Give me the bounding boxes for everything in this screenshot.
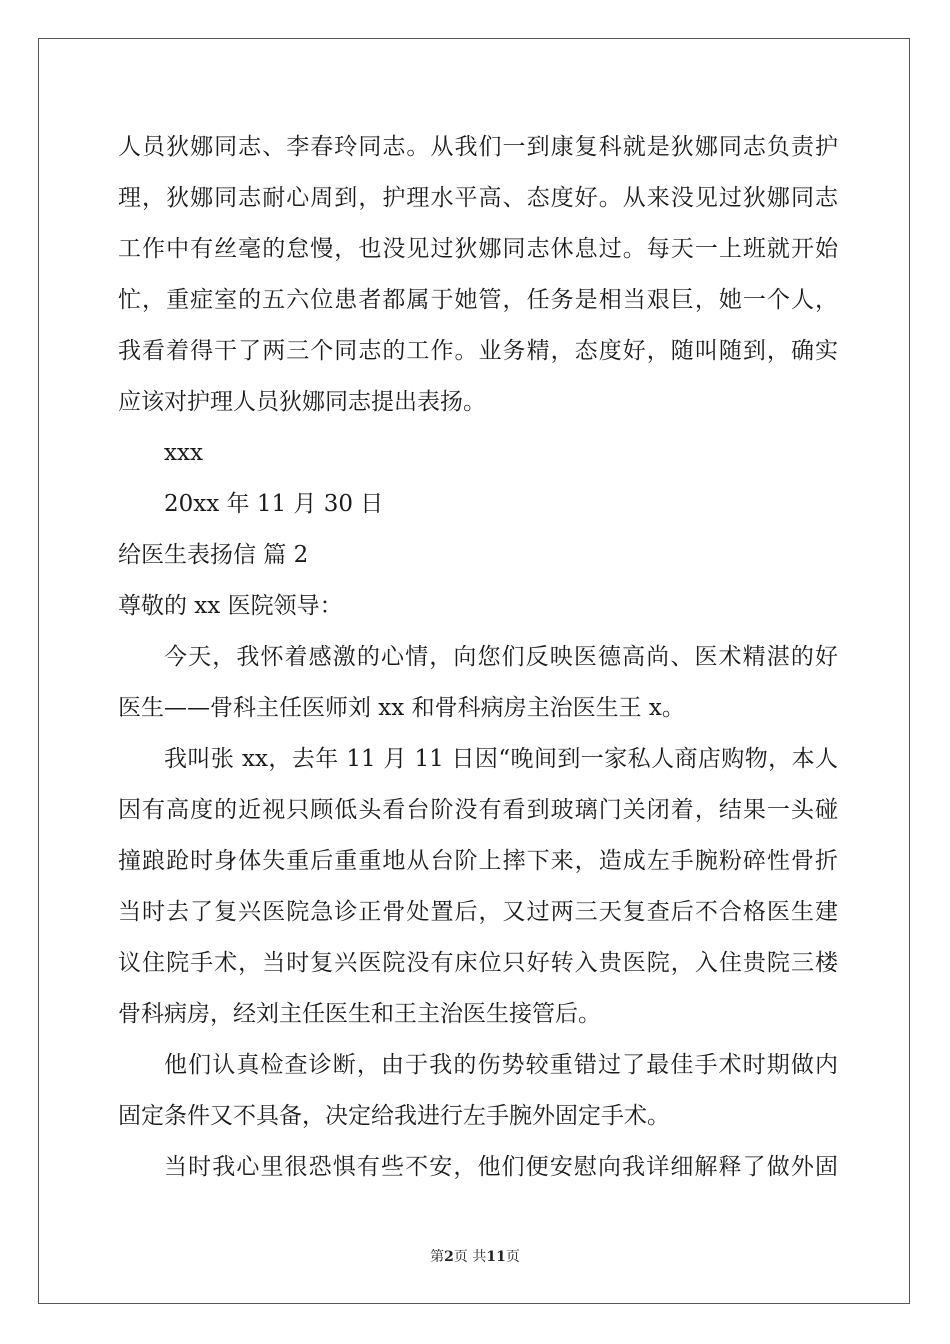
footer-prefix: 第 (430, 1249, 445, 1265)
document-body (118, 122, 838, 1193)
text-line: 我叫张 xx，去年 11 月 11 日因“晚间到一家私人商店购物，本人 (164, 746, 838, 772)
text-line: 当时我心里很恐惧有些不安，他们便安慰向我详细解释了做外固 (164, 1154, 838, 1180)
text-line: 当时去了复兴医院急诊正骨处置后，又过两三天复查后不合格医生建 (118, 899, 838, 925)
text-line: 撞踉跄时身体失重后重重地从台阶上摔下来，造成左手腕粉碎性骨折 (118, 848, 838, 874)
footer-mid: 页 共 (453, 1249, 487, 1265)
text-line: 我看着得干了两三个同志的工作。业务精，态度好，随叫随到，确实 (118, 338, 838, 364)
page-footer (0, 1246, 950, 1266)
text-line: 因有高度的近视只顾低头看台阶没有看到玻璃门关闭着，结果一头碰 (118, 797, 838, 823)
footer-total-pages: 11 (486, 1249, 506, 1265)
text-line: 给医生表扬信 篇 2 (118, 542, 309, 568)
text-line: 20xx 年 11 月 30 日 (164, 491, 384, 517)
footer-suffix: 页 (505, 1249, 520, 1265)
text-line: 工作中有丝毫的怠慢，也没见过狄娜同志休息过。每天一上班就开始 (118, 236, 838, 262)
footer-current-page: 2 (444, 1249, 454, 1265)
text-line: 今天，我怀着感激的心情，向您们反映医德高尚、医术精湛的好 (164, 644, 838, 670)
text-line: 议住院手术，当时复兴医院没有床位只好转入贵医院，入住贵院三楼 (118, 950, 838, 976)
text-line: 应该对护理人员狄娜同志提出表扬。 (118, 389, 486, 415)
text-line: 人员狄娜同志、李春玲同志。从我们一到康复科就是狄娜同志负责护 (118, 134, 838, 160)
text-line: 骨科病房，经刘主任医生和王主治医生接管后。 (118, 1001, 601, 1027)
text-line: xxx (164, 440, 203, 466)
text-line: 忙，重症室的五六位患者都属于她管，任务是相当艰巨，她一个人， (118, 287, 838, 313)
text-line: 尊敬的 xx 医院领导： (118, 593, 343, 619)
text-line: 他们认真检查诊断，由于我的伤势较重错过了最佳手术时期做内 (164, 1052, 838, 1078)
text-line: 理，狄娜同志耐心周到，护理水平高、态度好。从来没见过狄娜同志 (118, 185, 838, 211)
text-line: 固定条件又不具备，决定给我进行左手腕外固定手术。 (118, 1103, 670, 1129)
text-line: 医生——骨科主任医师刘 xx 和骨科病房主治医生王 x。 (118, 695, 685, 721)
